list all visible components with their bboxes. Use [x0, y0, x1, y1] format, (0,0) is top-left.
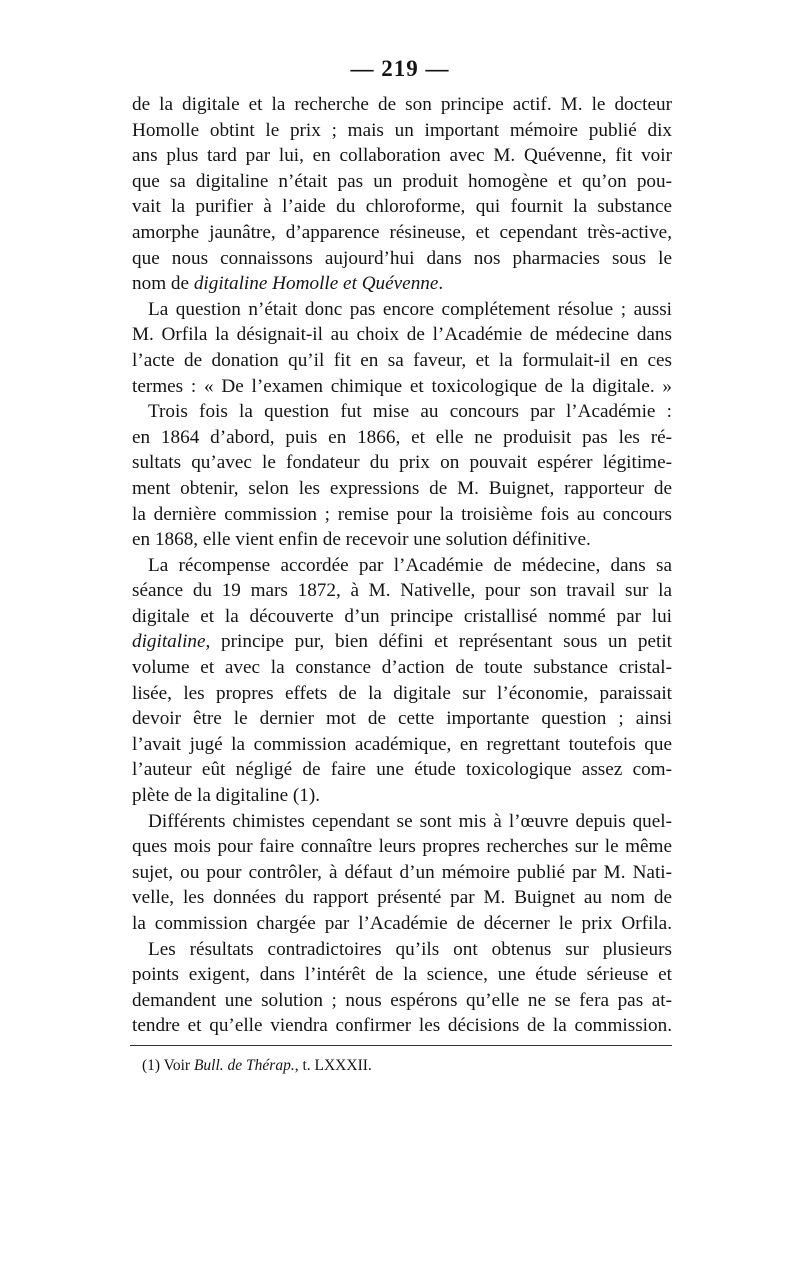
text-line: de la digitale et la recherche de son principe actif. M. le docteur	[132, 94, 672, 115]
text-segment: , principe pur, bien défini et représentant sous un petit	[205, 631, 672, 653]
text-line: la commission chargée par l’Académie de décerner le prix Orfila.	[132, 913, 672, 934]
text-segment: nom de	[132, 273, 194, 295]
text-line: l’auteur eût négligé de faire une étude toxicologique assez com-	[132, 759, 672, 781]
text-line: la dernière commission ; remise pour la troisième fois au concours	[132, 503, 672, 525]
footnote-text: , t. LXXXII.	[294, 1057, 372, 1074]
text-line: digitale et la découverte d’un principe cristallisé nommé par lui	[132, 605, 672, 627]
text-line: l’acte de donation qu’il fit en sa faveur, et la formulait-il en ces	[132, 349, 672, 371]
text-line: volume et avec la constance d’action de toute substance cristal-	[132, 657, 672, 679]
text-line: ans plus tard par lui, en collaboration avec M. Quévenne, fit voir	[132, 145, 672, 167]
text-line: velle, les données du rapport présenté par M. Buignet au nom de	[132, 887, 672, 909]
text-line: que sa digitaline n’était pas un produit homogène et qu’on pou-	[132, 170, 672, 192]
text-line: Les résultats contradictoires qu’ils ont obtenus sur plusieurs	[148, 938, 672, 960]
text-line: en 1864 d’abord, puis en 1866, et elle ne produisit pas les ré-	[132, 426, 672, 448]
text-line: lisée, les propres effets de la digitale sur l’économie, paraissait	[132, 682, 672, 704]
text-line: sultats qu’avec le fondateur du prix on pouvait espérer légitime-	[132, 452, 672, 474]
text-line: amorphe jaunâtre, d’apparence résineuse, et cependant très-active,	[132, 221, 672, 243]
text-line: La récompense accordée par l’Académie de médecine, dans sa	[148, 554, 672, 576]
text-line: Homolle obtint le prix ; mais un important mémoire publié dix	[132, 119, 672, 141]
text-line: devoir être le dernier mot de cette importante question ; ainsi	[132, 708, 672, 730]
text-line	[132, 629, 672, 655]
footnote	[142, 1056, 372, 1076]
body-text	[132, 92, 672, 1039]
footnote-citation: Bull. de Thérap.	[193, 1057, 295, 1074]
text-segment: .	[438, 273, 444, 295]
text-line: M. Orfila la désignait-il au choix de l’Académie de médecine dans	[132, 324, 672, 346]
text-line: demandent une solution ; nous espérons qu’elle ne se fera pas at-	[132, 989, 672, 1011]
text-line: sujet, ou pour contrôler, à défaut d’un mémoire publié par M. Nati-	[132, 861, 672, 883]
text-line: points exigent, dans l’intérêt de la science, une étude sérieuse et	[132, 964, 672, 986]
text-line: plète de la digitaline (1).	[132, 785, 321, 807]
text-line: ques mois pour faire connaître leurs propres recherches sur le même	[132, 836, 672, 858]
footnote-text: (1) Voir	[142, 1057, 194, 1074]
footnote-divider	[130, 1045, 672, 1046]
text-line	[132, 271, 672, 297]
text-line: séance du 19 mars 1872, à M. Nativelle, pour son travail sur la	[132, 580, 672, 602]
text-line: l’avait jugé la commission académique, en regrettant toutefois que	[132, 733, 672, 755]
text-line: tendre et qu’elle viendra confirmer les décisions de la commission.	[132, 1015, 672, 1037]
italic-text: digitaline	[132, 631, 206, 653]
text-line: La question n’était donc pas encore complétement résolue ; aussi	[148, 298, 672, 320]
text-line: en 1868, elle vient enfin de recevoir une solution définitive.	[132, 529, 591, 551]
text-line: ment obtenir, selon les expressions de M. Buignet, rapporteur de	[132, 477, 672, 499]
text-line: que nous connaissons aujourd’hui dans nos pharmacies sous le	[132, 247, 672, 269]
text-line: termes : « De l’examen chimique et toxicologique de la digitale. »	[132, 375, 672, 397]
text-line: Trois fois la question fut mise au concours par l’Académie :	[148, 401, 672, 423]
page-number: — 219 —	[350, 56, 450, 81]
italic-text: digitaline Homolle et Quévenne	[193, 273, 439, 295]
text-line: vait la purifier à l’aide du chloroforme, qui fournit la substance	[132, 196, 672, 218]
text-line: Différents chimistes cependant se sont mis à l’œuvre depuis quel-	[148, 810, 672, 832]
